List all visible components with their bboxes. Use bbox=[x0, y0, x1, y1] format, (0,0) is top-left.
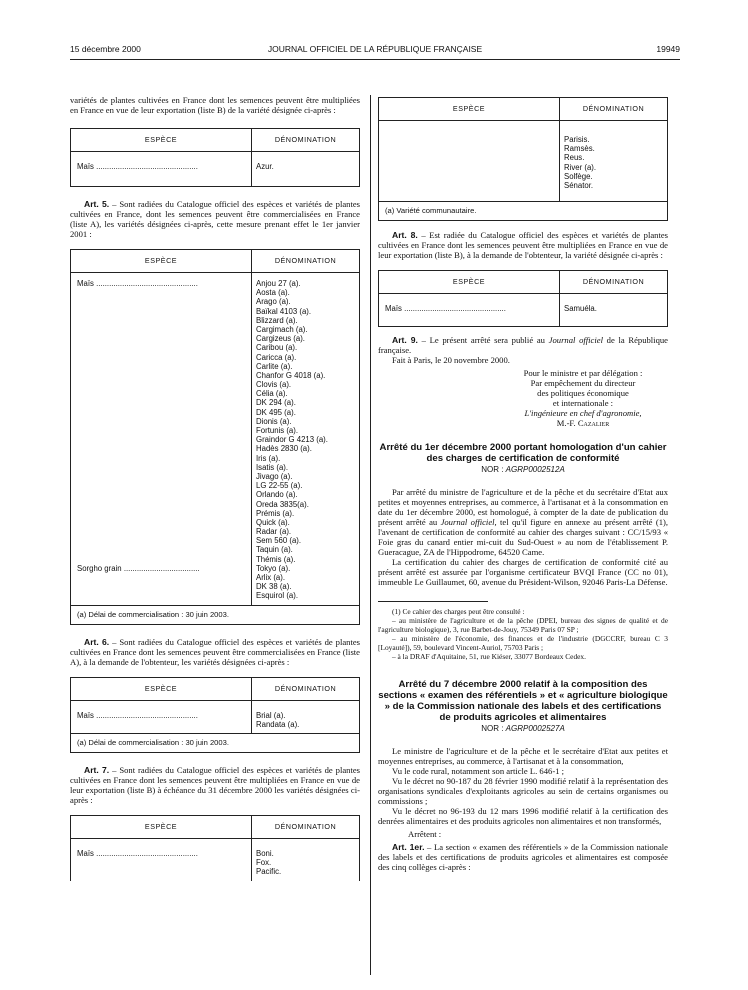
header-rule bbox=[70, 59, 680, 60]
denomination-item: Cargizeus (a). bbox=[256, 334, 305, 344]
th-denomination: DÉNOMINATION bbox=[560, 98, 668, 121]
dot-leader: ............................................... bbox=[93, 279, 198, 288]
article-9 bbox=[378, 335, 668, 355]
denomination-item: Anjou 27 (a). bbox=[256, 279, 301, 288]
footnote-line: – au ministère de l'agriculture et de la pêche (DPEI, bureau des signes de qualité et de l'agriculture biologique), 3, rue Barbet-de-Jouy, 75349 Paris 07 SP ; bbox=[378, 616, 668, 634]
paragraph-text: , tel qu'il figure en annexe au présent arrêté (1), l'avenant de certification de conformité au cahier des charges suivant : CC/15/93 « Foie gras du canard entier mi-cuit du Sud-Ouest » au nom de l'établissement P. Gueracague, ZA de l'Hippodrome, 64520 Came. bbox=[378, 517, 669, 557]
denomination-item: Hadès 2830 (a). bbox=[256, 444, 312, 454]
article-7-label: Art. 7. bbox=[84, 764, 110, 775]
espece-name: Maïs bbox=[77, 279, 94, 288]
dot-leader: ............................................... bbox=[401, 304, 506, 313]
article-7-text: – Sont radiées du Catalogue officiel des espèces et variétés de plantes cultivées en France dont les semences peuvent être multipliées en France en vue de leur exportation (liste B) à échéance du 31 décembre 2000 les variétés désignées ci-après : bbox=[70, 764, 360, 805]
column-divider bbox=[370, 95, 371, 975]
espece-name: Sorgho grain bbox=[77, 564, 122, 574]
espece-name: Maïs bbox=[77, 710, 94, 720]
header-page-number: 19949 bbox=[656, 44, 680, 54]
th-denomination: DÉNOMINATION bbox=[252, 250, 360, 273]
espece-name: Maïs bbox=[77, 162, 94, 171]
article-8-text: – Est radiée du Catalogue officiel des espèces et variétés de plantes cultivées en France dont les semences peuvent être multipliées en France en vue de leur exportation (liste B), à la demande de l'obtenteur, la variété désignée ci-après : bbox=[378, 230, 669, 260]
article-1-label: Art. 1er. bbox=[392, 842, 425, 852]
article-1-text: – La section « examen des référentiels » de la Commission nationale des labels et des certifications de produits agricoles et alimentaires est composée des cinq collèges ci-après : bbox=[378, 842, 668, 872]
table-2 bbox=[70, 249, 360, 625]
th-denomination: DÉNOMINATION bbox=[252, 129, 360, 152]
article-5 bbox=[70, 199, 360, 239]
denomination-item: Brial (a). bbox=[256, 710, 286, 720]
denomination-item: Carlite (a). bbox=[256, 361, 293, 371]
signature-line: Pour le ministre et par délégation : bbox=[523, 368, 643, 378]
article-6-label: Art. 6. bbox=[84, 636, 110, 647]
article-8-label: Art. 8. bbox=[392, 230, 418, 240]
table-3 bbox=[70, 677, 360, 753]
article-5-label: Art. 5. bbox=[84, 199, 110, 209]
denomination-item: Parisis. bbox=[564, 135, 590, 144]
article-7 bbox=[70, 765, 360, 805]
nor-label: NOR : bbox=[481, 724, 506, 733]
article-9-text-end: de la République française. bbox=[378, 335, 668, 355]
denomination-cell bbox=[252, 152, 360, 187]
denomination-item: Iris (a). bbox=[256, 453, 281, 463]
denomination-item: Célia (a). bbox=[256, 389, 288, 399]
th-espece: ESPÈCE bbox=[71, 677, 252, 700]
table-6 bbox=[378, 270, 668, 327]
arrete-1-title: Arrêté du 1er décembre 2000 portant homologation d'un cahier des charges de certification de conformité bbox=[379, 442, 667, 464]
denomination-item: Randata (a). bbox=[256, 719, 300, 729]
article-9-label: Art. 9. bbox=[392, 335, 418, 345]
denomination-item: Baïkal 4103 (a). bbox=[256, 306, 312, 316]
denomination-item: DK 495 (a). bbox=[256, 407, 296, 417]
arrete-2-title: Arrêté du 7 décembre 2000 relatif à la composition des sections « examen des référentiels » et « agriculture biologique » de la Commission nationale des labels et des certifications de produits agricoles et alimentaires bbox=[378, 679, 668, 723]
espece-cell bbox=[71, 273, 252, 606]
signature-line: des politiques économique bbox=[537, 388, 629, 398]
denomination-item: Sénator. bbox=[564, 180, 594, 190]
denomination-item: Azur. bbox=[256, 162, 274, 171]
signature-block bbox=[498, 368, 668, 428]
denomination-item: DK 38 (a). bbox=[256, 582, 292, 592]
denomination-item: Clovis (a). bbox=[256, 380, 292, 390]
table-note: (a) Délai de commercialisation : 30 juin 2003. bbox=[71, 605, 360, 624]
espece-spacer bbox=[77, 288, 247, 564]
signature-line: Par empêchement du directeur bbox=[530, 378, 636, 388]
denomination-item: Isatis (a). bbox=[256, 462, 289, 472]
denomination-item: LG 22-55 (a). bbox=[256, 481, 303, 491]
denomination-item: Caricca (a). bbox=[256, 352, 297, 362]
table-note: (a) Délai de commercialisation : 30 juin 2003. bbox=[71, 733, 360, 752]
arretent: Arrêtent : bbox=[408, 829, 442, 839]
th-denomination: DÉNOMINATION bbox=[252, 677, 360, 700]
page-header bbox=[70, 44, 680, 58]
denomination-item: Graindor G 4213 (a). bbox=[256, 435, 328, 445]
th-espece: ESPÈCE bbox=[71, 129, 252, 152]
article-8 bbox=[378, 230, 668, 260]
paragraph-text: Par arrêté du ministre de l'agriculture et de la pêche et du secrétaire d'Etat aux petites et moyennes entreprises, au commerce, à l'artisanat et à la consommation en date du 1er décembre 2000, est homologué, à compter de la date de publication du présent arrêté au bbox=[378, 487, 668, 527]
th-espece: ESPÈCE bbox=[71, 250, 252, 273]
footnote-line: – au ministère de l'économie, des finances et de l'industrie (DGCCRF, bureau C 3 [Loyauté]), 59, boulevard Vincent-Auriol, 75703 Paris ; bbox=[378, 634, 668, 652]
nor-label: NOR : bbox=[481, 465, 506, 474]
espece-cell bbox=[71, 152, 252, 187]
right-column bbox=[378, 97, 668, 872]
signature-name: M.-F. Cazalier bbox=[556, 418, 610, 428]
denomination-item: Dionis (a). bbox=[256, 416, 292, 426]
denomination-item: Taquin (a). bbox=[256, 545, 293, 555]
denomination-item: Quick (a). bbox=[256, 517, 290, 527]
denomination-cell bbox=[252, 700, 360, 733]
dot-leader: ............................................... bbox=[93, 848, 198, 858]
dot-leader: ............................................... bbox=[93, 710, 198, 720]
table-note: (a) Variété communautaire. bbox=[379, 202, 668, 221]
denomination-item: Radar (a). bbox=[256, 527, 292, 537]
arrete-2-visa-1: Vu le code rural, notamment son article L. 646-1 ; bbox=[392, 766, 565, 776]
espece-cell bbox=[71, 838, 252, 880]
denomination-cell bbox=[560, 294, 668, 327]
article-5-text: – Sont radiées du Catalogue officiel des espèces et variétés de plantes cultivées en France, dont les semences peuvent être commercialisées en France (liste A), les variétés désignées ci-après, cette mesure prenant effet le 1er janvier 2001 : bbox=[70, 199, 360, 239]
denomination-item: Arago (a). bbox=[256, 297, 291, 307]
denomination-item: Ramsès. bbox=[564, 144, 595, 154]
denomination-item: Blizzard (a). bbox=[256, 315, 298, 325]
footnotes bbox=[378, 607, 668, 661]
intro-paragraph: variétés de plantes cultivées en France dont les semences peuvent être multipliées en France en vue de leur exportation (liste B) de la variété désignée ci-après : bbox=[70, 95, 360, 115]
arrete-2-preamble: Le ministre de l'agriculture et de la pêche et le secrétaire d'Etat aux petites et moyennes entreprises, au commerce, à l'artisanat et à la consommation, bbox=[378, 746, 668, 766]
footnote-line: (1) Ce cahier des charges peut être consulté : bbox=[392, 607, 525, 616]
arrete-1-paragraph-1 bbox=[378, 487, 668, 557]
denomination-cell bbox=[252, 838, 360, 880]
denomination-item: Tokyo (a). bbox=[256, 563, 291, 573]
denomination-item: Arlix (a). bbox=[256, 573, 286, 582]
denomination-item: Fortunis (a). bbox=[256, 426, 299, 435]
article-6 bbox=[70, 637, 360, 667]
table-1 bbox=[70, 128, 360, 187]
article-6-text: – Sont radiées du Catalogue officiel des espèces et variétés de plantes cultivées en France dont les semences peuvent être commercialisées en France (liste A), à la demande de l'obtenteur, les variétés désignées ci-après : bbox=[70, 636, 360, 667]
denomination-item: River (a). bbox=[564, 162, 597, 172]
signature-line: et internationale : bbox=[552, 398, 614, 408]
arrete-2-visa-3: Vu le décret no 96-193 du 12 mars 1996 modifié relatif à la certification des denrées alimentaires et des produits agricoles non alimentaires et non transformés, bbox=[378, 806, 668, 826]
th-espece: ESPÈCE bbox=[71, 815, 252, 838]
th-denomination: DÉNOMINATION bbox=[560, 271, 668, 294]
arrete-2-nor bbox=[378, 724, 668, 734]
espece-cell bbox=[379, 294, 560, 327]
th-espece: ESPÈCE bbox=[379, 271, 560, 294]
footnote-separator bbox=[378, 601, 488, 602]
espece-cell bbox=[71, 700, 252, 733]
nor-code: AGRP0002527A bbox=[505, 724, 565, 733]
denomination-item: Aosta (a). bbox=[256, 288, 290, 298]
denomination-cell bbox=[252, 273, 360, 606]
arrete-2-visa-2: Vu le décret no 90-187 du 28 février 1990 modifié relatif à la représentation des organisations syndicales d'exploitants agricoles au sein de certains organismes ou commissions ; bbox=[378, 776, 668, 806]
denomination-item: Samuéla. bbox=[564, 304, 597, 313]
arrete-1-nor bbox=[378, 465, 668, 475]
denomination-item: Cargimach (a). bbox=[256, 324, 308, 334]
fait-a-paris: Fait à Paris, le 20 novembre 2000. bbox=[392, 355, 510, 365]
article-9-text: – Le présent arrêté sera publié au bbox=[417, 335, 549, 345]
article-9-journal: Journal officiel bbox=[548, 335, 603, 345]
dot-leader: ............................................... bbox=[93, 162, 198, 171]
dot-leader: ................................... bbox=[121, 564, 200, 574]
denomination-item: DK 294 (a). bbox=[256, 398, 296, 408]
journal-italic: Journal officiel bbox=[440, 517, 495, 527]
header-date: 15 décembre 2000 bbox=[70, 44, 141, 54]
denomination-item: Oreda 3835(a). bbox=[256, 499, 309, 509]
denomination-item: Orlando (a). bbox=[256, 490, 298, 500]
left-column bbox=[70, 95, 360, 881]
denomination-item: Boni. bbox=[256, 848, 274, 858]
denomination-item: Esquirol (a). bbox=[256, 591, 299, 601]
espece-name: Maïs bbox=[77, 848, 94, 858]
table-4 bbox=[70, 815, 360, 881]
arrete-2-article-1 bbox=[378, 842, 668, 872]
denomination-item: Jivago (a). bbox=[256, 471, 293, 481]
signature-title: L'ingénieure en chef d'agronomie, bbox=[524, 408, 642, 418]
denomination-item: Chanfor G 4018 (a). bbox=[256, 370, 326, 380]
denomination-item: Caribou (a). bbox=[256, 343, 298, 353]
denomination-item: Pacific. bbox=[256, 867, 282, 877]
footnote-line: – à la DRAF d'Aquitaine, 51, rue Kiéser, 33077 Bordeaux Cedex. bbox=[392, 652, 586, 661]
denomination-item: Solfège. bbox=[564, 171, 593, 181]
th-espece: ESPÈCE bbox=[379, 98, 560, 121]
denomination-item: Thémis (a). bbox=[256, 554, 296, 564]
table-5 bbox=[378, 97, 668, 221]
denomination-item: Fox. bbox=[256, 858, 272, 868]
denomination-item: Sem 560 (a). bbox=[256, 536, 302, 546]
denomination-item: Prémis (a). bbox=[256, 508, 295, 518]
espece-cell bbox=[379, 121, 560, 202]
denomination-item: Reus. bbox=[564, 153, 585, 163]
th-denomination: DÉNOMINATION bbox=[252, 815, 360, 838]
denomination-cell bbox=[560, 121, 668, 202]
nor-code: AGRP0002512A bbox=[505, 465, 565, 474]
arrete-1-paragraph-2: La certification du cahier des charges de certification de conformité cité au présent arrêté est assurée par l'organisme certificateur BVQI France (CC no 01), immeuble Le Guillaumet, 60, avenue du Président-Wilson, 92046 Paris-La Défense. bbox=[378, 557, 668, 587]
espece-name: Maïs bbox=[385, 304, 402, 313]
header-journal-title: JOURNAL OFFICIEL DE LA RÉPUBLIQUE FRANÇAISE bbox=[267, 44, 483, 54]
